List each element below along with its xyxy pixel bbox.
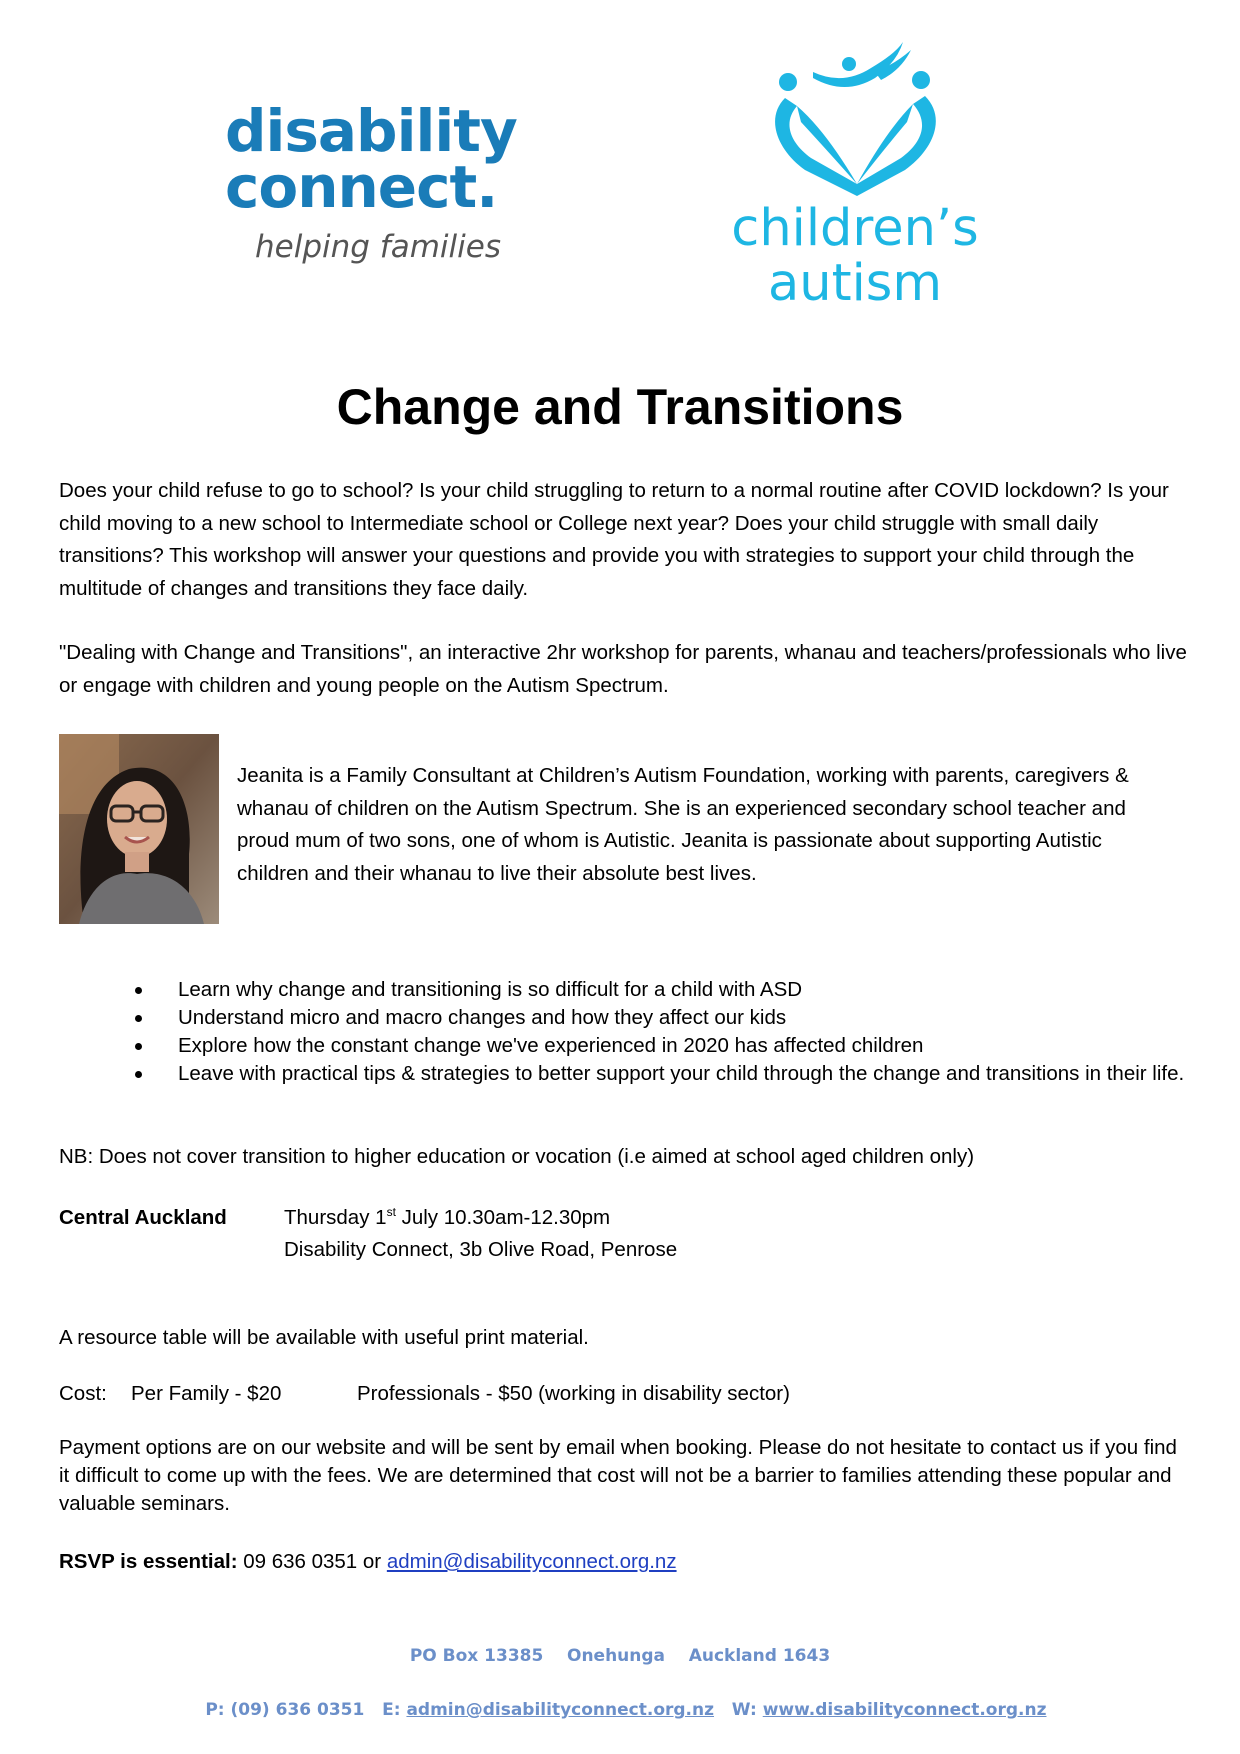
bullet-dot [135,1043,142,1050]
logo-line-childrens: children’s [731,199,979,258]
bullet-dot [135,1071,142,1078]
list-item: Understand micro and macro changes and how they affect our kids [135,1004,1190,1032]
page-title: Change and Transitions [336,379,904,435]
logo-line-disability: disability [225,97,517,165]
footer-website-link[interactable]: www.disabilityconnect.org.nz [762,1700,1047,1720]
presenter-photo [59,734,219,924]
session-venue: Disability Connect, 3b Olive Road, Penrose [284,1238,678,1261]
intro-paragraph: Does your child refuse to go to school? Is your child struggling to return to a normal routine after COVID lockdown? Is your child moving to a new school to Intermediate school or College next year? Does your child struggle with small daily transitions? This workshop will answer your questions and provide you with strategies to support your child through the multitude of changes and transitions they face daily. [59,479,1169,600]
logo-tagline: helping families [255,229,501,265]
rsvp-phone: 09 636 0351 or [237,1550,387,1573]
learning-outcomes-list [135,976,1190,1088]
rsvp-email-link[interactable]: admin@disabilityconnect.org.nz [386,1550,677,1573]
footer-contact [0,1680,1240,1720]
footer-web-label: W: [714,1700,763,1720]
logo-line-autism: autism [768,254,942,313]
payment-paragraph: Payment options are on our website and will be sent by email when booking. Please do not hesitate to contact us if you find it difficult to come up with the fees. We are determined that cost will not be a barrier to families attending these popular and valuable seminars. [59,1436,1177,1515]
workshop-description: "Dealing with Change and Transitions", an interactive 2hr workshop for parents, whanau and teachers/professionals who live or engage with children and young people on the Autism Spectrum. [59,641,1187,697]
rsvp-line [59,1546,677,1579]
disability-connect-logo [225,97,517,273]
footer-address: PO Box 13385 Onehunga Auckland 1643 [409,1646,831,1666]
presenter-bio: Jeanita is a Family Consultant at Children’s Autism Foundation, working with parents, caregivers & whanau of children on the Autism Spectrum. She is an experienced secondary school teacher and proud mum of two sons, one of whom is Autistic. Jeanita is passionate about supporting Autistic children and their whanau to live their absolute best lives. [237,764,1129,885]
cost-family: Per Family - $20 [131,1382,282,1405]
cost-label: Cost: [59,1382,107,1405]
session-date: Thursday 1st July 10.30am-12.30pm [284,1205,611,1229]
cost-professionals: Professionals - $50 (working in disability sector) [357,1382,790,1405]
heart-figures-icon [725,38,985,198]
childrens-autism-logo [725,38,985,313]
resource-note: A resource table will be available with useful print material. [59,1326,589,1349]
bullet-dot [135,1015,142,1022]
list-item: Learn why change and transitioning is so difficult for a child with ASD [135,976,1190,1004]
bullet-dot [135,987,142,994]
footer-email-link[interactable]: admin@disabilityconnect.org.nz [406,1700,715,1720]
list-item: Leave with practical tips & strategies to better support your child through the change and transitions in their life. [135,1060,1190,1088]
logo-line-connect: connect. [225,153,498,221]
footer-phone: P: (09) 636 0351 E: [205,1700,407,1720]
session-location: Central Auckland [59,1206,227,1229]
rsvp-label: RSVP is essential: [59,1550,238,1573]
nb-note: NB: Does not cover transition to higher education or vocation (i.e aimed at school aged children only) [59,1145,975,1168]
list-item: Explore how the constant change we've experienced in 2020 has affected children [135,1032,1190,1060]
